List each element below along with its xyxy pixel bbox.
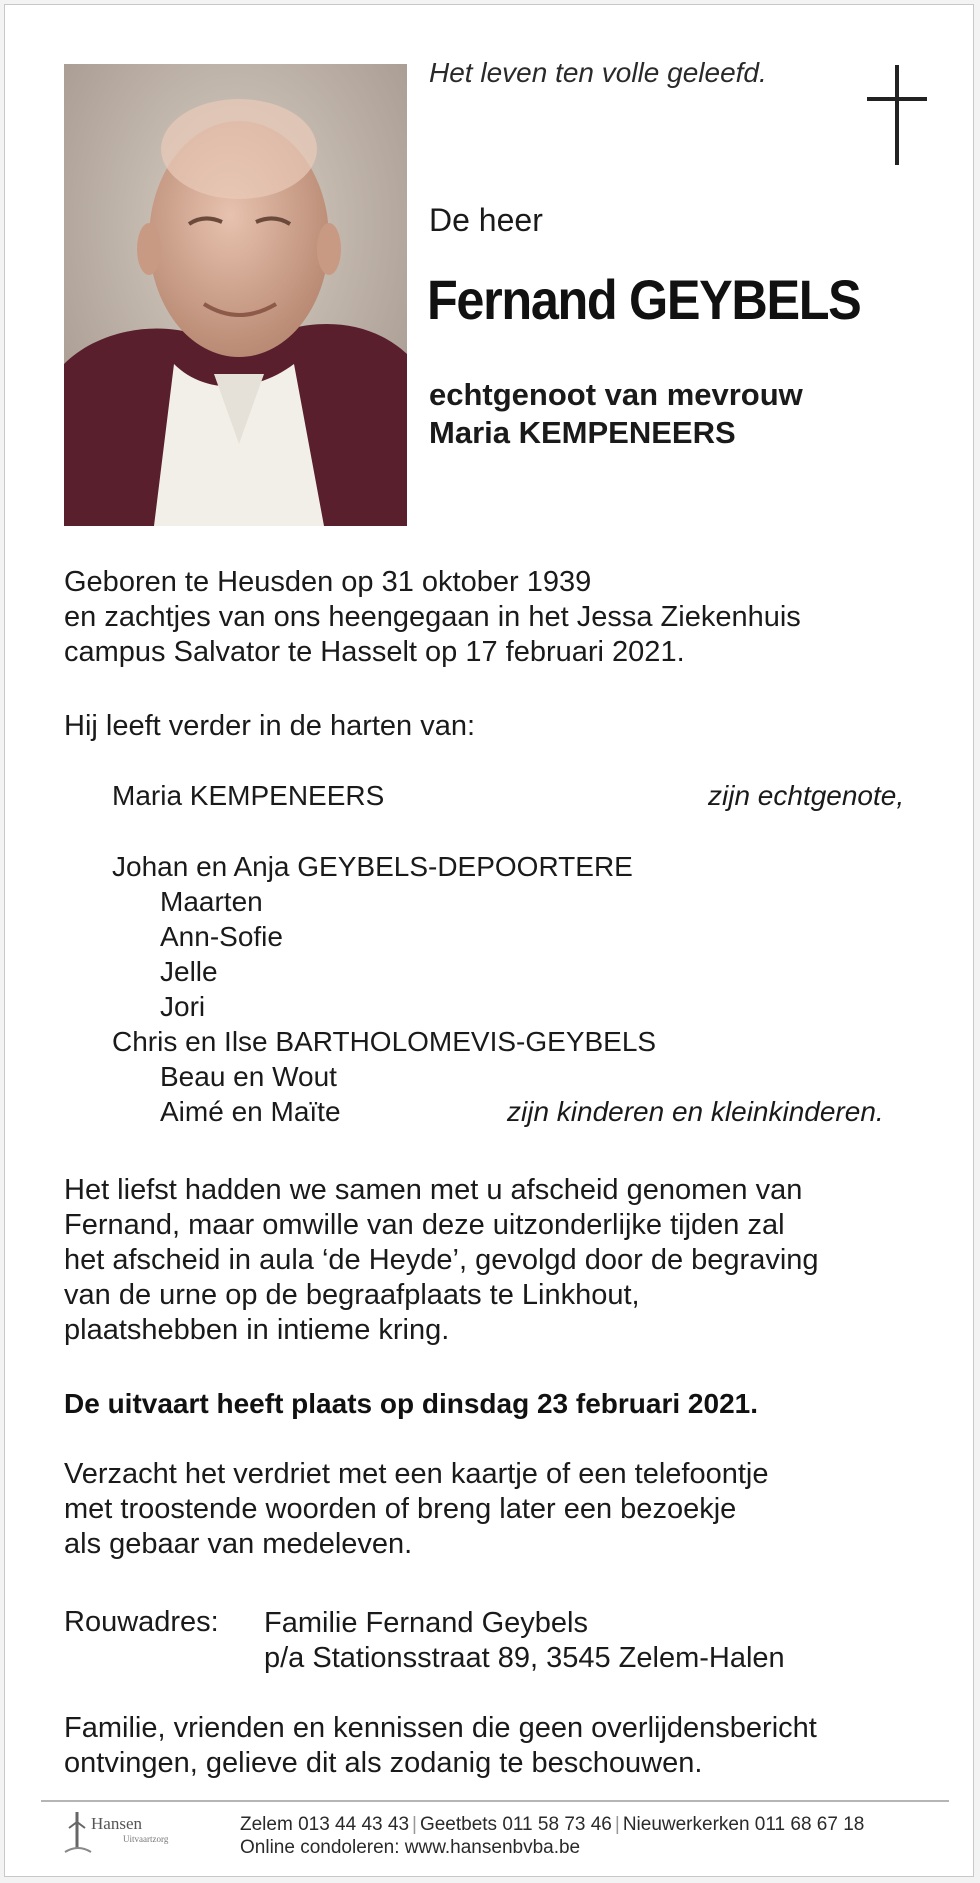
logo-subtext: Uitvaartzorg xyxy=(123,1834,169,1844)
obituary-card xyxy=(4,4,974,1877)
text-line: campus Salvator te Hasselt op 17 februari 2021. xyxy=(64,636,685,668)
website-link[interactable]: www.hansenbvba.be xyxy=(404,1837,581,1858)
text-line: als gebaar van medeleven. xyxy=(64,1528,413,1560)
family-list xyxy=(112,849,656,1129)
lives-on-heading: Hij leeft verder in de harten van: xyxy=(64,710,476,742)
logo-text: Hansen xyxy=(91,1814,142,1833)
spouse-intro xyxy=(429,376,803,452)
relative-spouse-name: Maria KEMPENEERS xyxy=(112,780,385,811)
condolence-paragraph xyxy=(64,1457,768,1562)
notice-paragraph xyxy=(64,1711,817,1781)
text-line: Verzacht het verdriet met een kaartje of een telefoontje xyxy=(64,1458,769,1490)
phone-nieuwerkerken[interactable]: Nieuwerkerken 011 68 67 18 xyxy=(622,1814,865,1835)
birth-death-paragraph xyxy=(64,565,801,670)
grandchild-name: Jelle xyxy=(160,956,218,987)
grandchild-name: Aimé en Maïte xyxy=(160,1096,341,1127)
text-line: en zachtjes van ons heengegaan in het Jessa Ziekenhuis xyxy=(64,601,801,633)
address-lines xyxy=(264,1606,785,1676)
grandchild-name: Maarten xyxy=(160,886,263,917)
address-line: Familie Fernand Geybels xyxy=(264,1607,588,1639)
salutation: De heer xyxy=(429,202,543,238)
logo-mark-icon xyxy=(63,1808,93,1862)
hansen-logo xyxy=(63,1808,203,1862)
phone-list: Zelem 013 44 43 43 | Geetbets 011 58 73 46 | Nieuwerkerken 011 68 67 18 xyxy=(240,1814,865,1835)
text-line: Fernand, maar omwille van deze uitzonderlijke tijden zal xyxy=(64,1209,785,1241)
latin-cross-icon xyxy=(867,65,927,165)
text-line: plaatshebben in intieme kring. xyxy=(64,1314,450,1346)
address-label: Rouwadres: xyxy=(64,1606,219,1638)
online-condolence xyxy=(240,1836,864,1859)
deceased-name: Fernand GEYBELS xyxy=(427,268,861,331)
phone-geetbets[interactable]: Geetbets 011 58 73 46 xyxy=(419,1814,612,1835)
text-line: Het liefst hadden we samen met u afscheid genomen van xyxy=(64,1174,803,1206)
text-line: het afscheid in aula ‘de Heyde’, gevolgd door de begraving xyxy=(64,1244,819,1276)
footer-divider xyxy=(41,1800,949,1802)
text-line: Geboren te Heusden op 31 oktober 1939 xyxy=(64,566,592,598)
family-parents: Johan en Anja GEYBELS-DEPOORTERE xyxy=(112,851,633,882)
funeral-date: De uitvaart heeft plaats op dinsdag 23 februari 2021. xyxy=(64,1388,758,1419)
grandchild-name: Jori xyxy=(160,991,206,1022)
text-line: Familie, vrienden en kennissen die geen overlijdensbericht xyxy=(64,1712,817,1744)
farewell-paragraph xyxy=(64,1173,819,1348)
address-line: p/a Stationsstraat 89, 3545 Zelem-Halen xyxy=(264,1642,785,1674)
relative-spouse-role: zijn echtgenote, xyxy=(708,780,905,811)
footer-contacts xyxy=(240,1813,864,1859)
text-line: ontvingen, gelieve dit als zodanig te beschouwen. xyxy=(64,1747,703,1779)
phone-zelem[interactable]: Zelem 013 44 43 43 xyxy=(240,1814,410,1835)
online-label: Online condoleren: xyxy=(240,1837,405,1858)
motto: Het leven ten volle geleefd. xyxy=(429,57,767,88)
grandchild-name: Ann-Sofie xyxy=(160,921,283,952)
text-line: met troostende woorden of breng later een bezoekje xyxy=(64,1493,737,1525)
spouse-intro-line: echtgenoot van mevrouw xyxy=(429,377,803,412)
grandchild-name: Beau en Wout xyxy=(160,1061,337,1092)
spouse-intro-name: Maria KEMPENEERS xyxy=(429,415,736,450)
text-line: van de urne op de begraafplaats te Linkhout, xyxy=(64,1279,640,1311)
portrait-photo xyxy=(64,64,407,526)
family-parents: Chris en Ilse BARTHOLOMEVIS-GEYBELS xyxy=(112,1026,657,1057)
children-role: zijn kinderen en kleinkinderen. xyxy=(507,1096,884,1127)
